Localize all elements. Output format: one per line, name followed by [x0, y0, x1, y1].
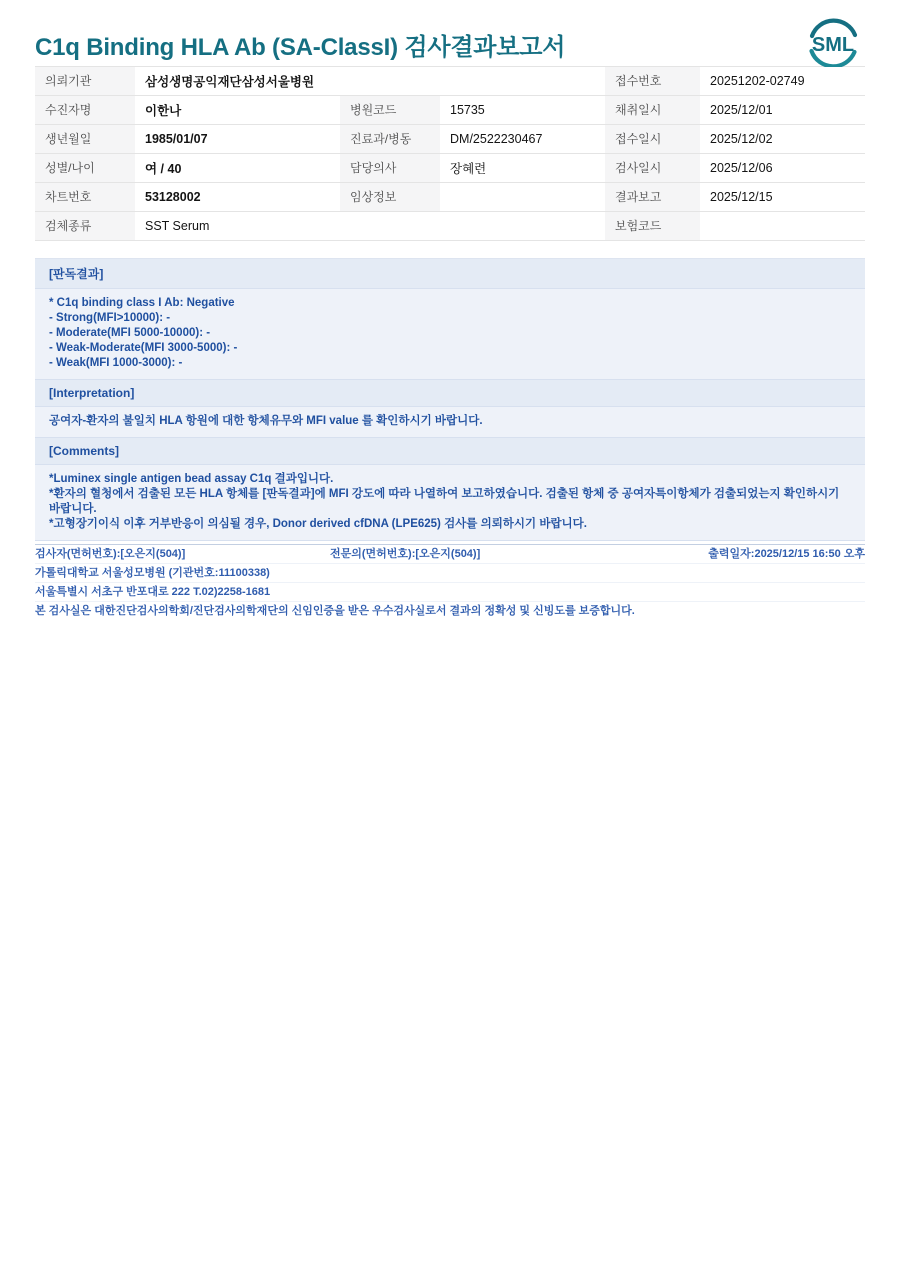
address-info: 서울특별시 서초구 반포대로 222 T.02)2258-1681	[35, 583, 865, 602]
label-attending-doctor: 담당의사	[340, 154, 440, 183]
footer-signature-row	[35, 545, 865, 564]
label-hospital-code: 병원코드	[340, 96, 440, 125]
value-receipt-number: 20251202-02749	[700, 67, 865, 96]
tester-info: 검사자(면허번호):[오은지(504)]	[35, 548, 186, 560]
label-receipt-date: 접수일시	[605, 125, 700, 154]
value-insurance-code	[700, 212, 865, 241]
specialist-info: 전문의(면허번호):[오은지(504)]	[330, 548, 481, 560]
result-line-weak-moderate: - Weak-Moderate(MFI 3000-5000): -	[49, 342, 238, 354]
label-department-ward: 진료과/병동	[340, 125, 440, 154]
section-body-comments	[35, 465, 865, 541]
result-line-weak: - Weak(MFI 1000-3000): -	[49, 357, 183, 369]
section-header-comments: [Comments]	[35, 438, 865, 465]
label-birth-date: 생년월일	[35, 125, 135, 154]
patient-info-table	[35, 66, 865, 241]
comment-line-assay: *Luminex single antigen bead assay C1q 결과입니다.	[49, 473, 334, 485]
value-requesting-institution: 삼성생명공익재단삼성서울병원	[135, 67, 605, 96]
label-collection-date: 채취일시	[605, 96, 700, 125]
result-line-moderate: - Moderate(MFI 5000-10000): -	[49, 327, 211, 339]
print-date: 출력일자:2025/12/15 16:50 오후	[708, 548, 865, 560]
value-receipt-date: 2025/12/02	[700, 125, 865, 154]
report-title: C1q Binding HLA Ab (SA-ClassI) 검사결과보고서	[35, 33, 566, 61]
value-hospital-code: 15735	[440, 96, 605, 125]
value-test-date: 2025/12/06	[700, 154, 865, 183]
comment-line-cfdna: *고형장기이식 이후 거부반응이 의심될 경우, Donor derived cfDNA (LPE625) 검사를 의뢰하시기 바랍니다.	[49, 518, 587, 530]
label-patient-name: 수진자명	[35, 96, 135, 125]
result-line-strong: - Strong(MFI>10000): -	[49, 312, 171, 324]
value-birth-date: 1985/01/07	[135, 125, 340, 154]
section-header-result: [판독결과]	[35, 259, 865, 289]
label-test-date: 검사일시	[605, 154, 700, 183]
label-requesting-institution: 의뢰기관	[35, 67, 135, 96]
value-chart-number: 53128002	[135, 183, 340, 212]
label-insurance-code: 보험코드	[605, 212, 700, 241]
label-receipt-number: 접수번호	[605, 67, 700, 96]
sml-logo-text: SML	[811, 34, 855, 56]
value-department-ward: DM/2522230467	[440, 125, 605, 154]
interpretation-line: 공여자-환자의 불일치 HLA 항원에 대한 항체유무와 MFI value 를 확인하시기 바랍니다.	[49, 415, 483, 427]
report-header	[35, 0, 865, 62]
value-clinical-info	[440, 183, 605, 212]
value-specimen-type: SST Serum	[135, 212, 605, 241]
sml-logo-icon	[805, 16, 861, 72]
label-report-date: 결과보고	[605, 183, 700, 212]
value-report-date: 2025/12/15	[700, 183, 865, 212]
label-specimen-type: 검체종류	[35, 212, 135, 241]
value-sex-age: 여 / 40	[135, 154, 340, 183]
certification-note: 본 검사실은 대한진단검사의학회/진단검사의학재단의 신임인증을 받은 우수검사실로서 결과의 정확성 및 신빙도를 보증합니다.	[35, 605, 635, 617]
section-body-interpretation	[35, 407, 865, 438]
institution-info: 가톨릭대학교 서울성모병원 (기관번호:11100338)	[35, 564, 865, 583]
report-footer	[35, 544, 865, 620]
section-header-interpretation: [Interpretation]	[35, 380, 865, 407]
value-collection-date: 2025/12/01	[700, 96, 865, 125]
value-patient-name: 이한나	[135, 96, 340, 125]
label-chart-number: 차트번호	[35, 183, 135, 212]
result-sections	[35, 258, 865, 541]
result-line-overall: * C1q binding class I Ab: Negative	[49, 297, 235, 309]
value-attending-doctor: 장혜련	[440, 154, 605, 183]
label-clinical-info: 임상정보	[340, 183, 440, 212]
comment-line-dsa: *환자의 혈청에서 검출된 모든 HLA 항체를 [판독결과]에 MFI 강도에 따라 나열하여 보고하였습니다. 검출된 항체 중 공여자특이항체가 검출되었는지 확인하시기 바랍니다.	[49, 488, 840, 515]
section-body-result	[35, 289, 865, 380]
label-sex-age: 성별/나이	[35, 154, 135, 183]
sml-logo	[805, 16, 861, 72]
